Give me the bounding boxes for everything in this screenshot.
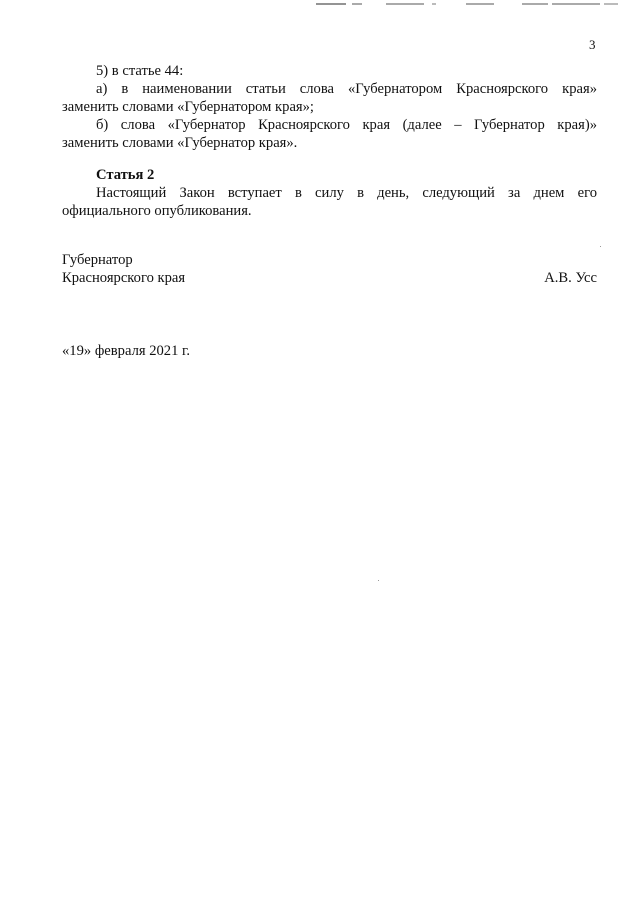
amendment-item: 5) в статье 44: (96, 63, 184, 79)
amendment-sub-a-line2: заменить словами «Губернатором края»; (62, 99, 314, 115)
article-2-section (62, 166, 597, 220)
page-number: 3 (589, 37, 596, 52)
scan-artifact-lines (0, 0, 637, 10)
amendment-sub-b-line2: заменить словами «Губернатор края». (62, 135, 298, 151)
article-2-text-line1: Настоящий Закон вступает в силу в день, следующий за днем его (96, 185, 597, 201)
signature-name: А.В. Усс (544, 270, 597, 286)
signing-date: «19» февраля 2021 г. (62, 343, 191, 359)
article-2-heading: Статья 2 (96, 167, 155, 183)
signature-block (62, 251, 597, 287)
signature-title-line1: Губернатор (62, 252, 133, 268)
scan-speck (600, 246, 601, 247)
amendment-section (62, 62, 597, 152)
scan-speck (378, 580, 379, 581)
signature-title-line2: Красноярского края (62, 270, 186, 286)
amendment-sub-b-line1: б) слова «Губернатор Красноярского края (далее – Губернатор края)» (96, 117, 597, 133)
amendment-sub-a-line1: а) в наименовании статьи слова «Губернатором Красноярского края» (96, 81, 597, 97)
article-2-text-line2: официального опубликования. (62, 203, 252, 219)
